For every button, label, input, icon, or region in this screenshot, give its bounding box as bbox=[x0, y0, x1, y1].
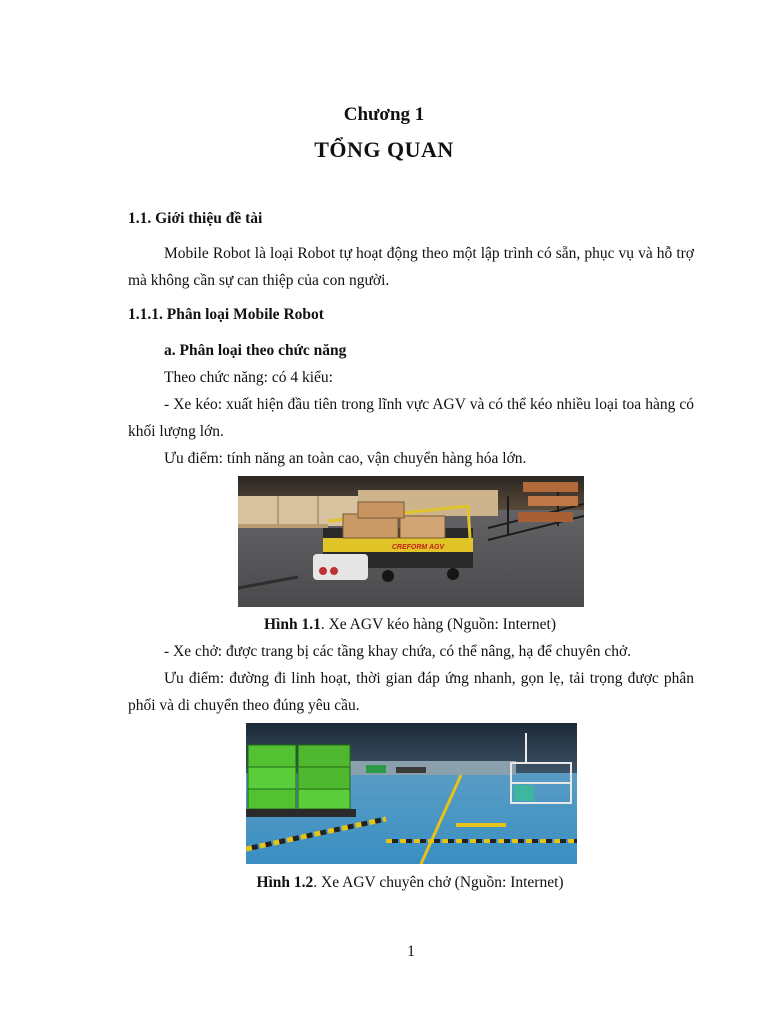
section-heading-1-1: 1.1. Giới thiệu đề tài bbox=[128, 210, 263, 227]
figure-1-2-image bbox=[246, 723, 577, 864]
chapter-heading: Chương 1 bbox=[343, 104, 425, 125]
paragraph-types: Theo chức năng: có 4 kiểu: bbox=[164, 369, 333, 386]
figure-1-2-caption bbox=[0, 874, 768, 892]
subsection-heading-a: a. Phân loại theo chức năng bbox=[164, 342, 347, 359]
paragraph-carrier-advantage: Ưu điểm: đường đi linh hoạt, thời gian đáp ứng nhanh, gọn lẹ, tải trọng được phân phối và di chuyển theo đúng yêu cầu. bbox=[128, 670, 694, 714]
figure-1-2-label: Hình 1.2 bbox=[256, 874, 314, 891]
figure-1-2-text: . Xe AGV chuyên chở (Nguồn: Internet) bbox=[313, 874, 564, 891]
paragraph-carrier-vehicle: - Xe chở: được trang bị các tầng khay chứa, có thể nâng, hạ để chuyên chở. bbox=[164, 643, 632, 660]
paragraph-tow-advantage: Ưu điểm: tính năng an toàn cao, vận chuyển hàng hóa lớn. bbox=[164, 450, 527, 467]
figure-1-1-caption bbox=[0, 616, 768, 634]
paragraph-tow-vehicle: - Xe kéo: xuất hiện đầu tiên trong lĩnh vực AGV và có thể kéo nhiều loại toa hàng có khối lượng lớn. bbox=[128, 396, 694, 440]
intro-paragraph: Mobile Robot là loại Robot tự hoạt động theo một lập trình có sẵn, phục vụ và hỗ trợ mà không cần sự can thiệp của con người. bbox=[128, 245, 694, 289]
figure-1-1-label: Hình 1.1 bbox=[263, 616, 321, 633]
page-number: 1 bbox=[407, 943, 415, 960]
figure-1-1-image bbox=[238, 476, 584, 607]
section-heading-1-1-1: 1.1.1. Phân loại Mobile Robot bbox=[128, 306, 324, 323]
cart-sign-text: CREFORM AGV bbox=[391, 544, 445, 551]
chapter-title: TỔNG QUAN bbox=[314, 137, 454, 162]
figure-1-1-text: . Xe AGV kéo hàng (Nguồn: Internet) bbox=[320, 616, 557, 633]
